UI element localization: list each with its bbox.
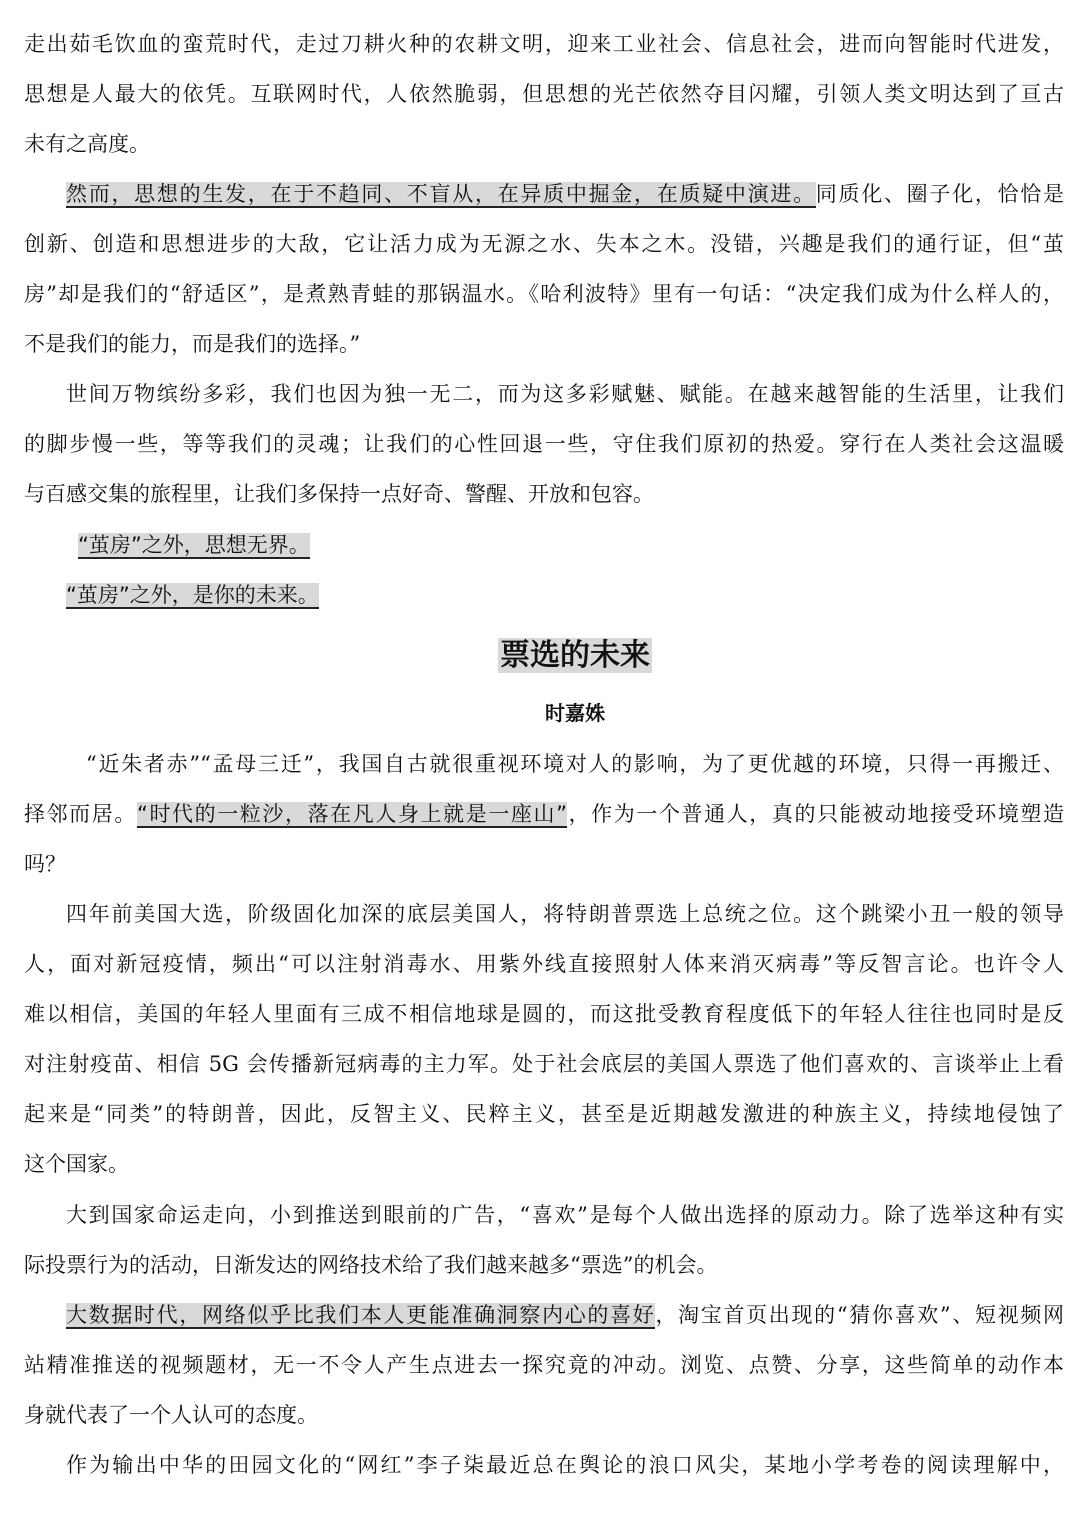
slogan-line [66, 577, 319, 613]
paragraph-line: 作为输出中华的田园文化的“网红”李子柒最近总在舆论的浪口风尖，某地小学考卷的阅读理解中， [66, 1453, 1064, 1477]
paragraph-line: 起来是“同类”的特朗普，因此，反智主义、民粹主义，甚至是近期越发激进的种族主义，持续地侵蚀了 [24, 1102, 1064, 1126]
paragraph-line: 创新、创造和思想进步的大敌，它让活力成为无源之水、失本之木。没错，兴趣是我们的通行证，但“茧 [24, 232, 1064, 256]
paragraph-line [24, 796, 1064, 832]
paragraph-line: 难以相信，美国的年轻人里面有三成不相信地球是圆的，而这批受教育程度低下的年轻人往往也同时是反 [24, 1002, 1064, 1026]
article-author: 时嘉姝 [545, 701, 605, 725]
highlighted-sentence: 然而，思想的生发，在于不趋同、不盲从，在异质中掘金，在质疑中演进。 [66, 182, 816, 206]
paragraph-line: 未有之高度。 [24, 132, 150, 156]
paragraph-line: 身就代表了一个人认可的态度。 [24, 1403, 318, 1427]
highlighted-slogan: “茧房”之外，思想无界。 [78, 533, 310, 557]
paragraph-line: 房”却是我们的“舒适区”，是煮熟青蛙的那锅温水。《哈利波特》里有一句话：“决定我们成为什么样人的， [24, 282, 1064, 306]
paragraph-line: 人，面对新冠疫情，频出“可以注射消毒水、用紫外线直接照射人体来消灭病毒”等反智言论。也许令人 [24, 952, 1064, 976]
article-title [0, 634, 1080, 678]
paragraph-line: 的脚步慢一些，等等我们的灵魂；让我们的心性回退一些，守住我们原初的热爱。穿行在人类社会这温暖 [24, 432, 1064, 456]
highlighted-slogan: “茧房”之外，是你的未来。 [66, 583, 319, 607]
sentence-text: ，淘宝首页出现的“猜你喜欢”、短视频网 [655, 1303, 1064, 1327]
article-title-text: 票选的未来 [500, 638, 650, 673]
paragraph-line: 这个国家。 [24, 1152, 129, 1176]
paragraph-line: 大到国家命运走向，小到推送到眼前的广告，“喜欢”是每个人做出选择的原动力。除了选举这种有实 [66, 1203, 1064, 1227]
paragraph-line: 四年前美国大选，阶级固化加深的底层美国人，将特朗普票选上总统之位。这个跳梁小丑一般的领导 [66, 902, 1064, 926]
paragraph-line: “近朱者赤”“孟母三迁”，我国自古就很重视环境对人的影响，为了更优越的环境，只得一再搬迁、 [86, 752, 1064, 776]
highlighted-quote: “时代的一粒沙，落在凡人身上就是一座山” [136, 802, 567, 826]
paragraph-line: 际投票行为的活动，日渐发达的网络技术给了我们越来越多“票选”的机会。 [24, 1253, 718, 1277]
sentence-text: 择邻而居。 [24, 802, 137, 826]
slogan-line [78, 527, 310, 563]
highlighted-sentence: 大数据时代，网络似乎比我们本人更能准确洞察内心的喜好 [66, 1303, 656, 1327]
paragraph-line: 不是我们的能力，而是我们的选择。” [24, 332, 361, 356]
paragraph-line: 走出茹毛饮血的蛮荒时代，走过刀耕火种的农耕文明，迎来工业社会、信息社会，进而向智能时代进发， [24, 32, 1064, 56]
paragraph-line: 与百感交集的旅程里，让我们多保持一点好奇、警醒、开放和包容。 [24, 482, 654, 506]
sentence-text: 同质化、圈子化，恰恰是 [815, 182, 1065, 206]
paragraph-line: 站精准推送的视频题材，无一不令人产生点进去一探究竟的冲动。浏览、点赞、分享，这些简单的动作本 [24, 1353, 1064, 1377]
paragraph-line: 世间万物缤纷多彩，我们也因为独一无二，而为这多彩赋魅、赋能。在越来越智能的生活里，让我们 [66, 382, 1064, 406]
sentence-text: ，作为一个普通人，真的只能被动地接受环境塑造 [566, 802, 1065, 826]
paragraph-line [66, 176, 1064, 212]
paragraph-line: 思想是人最大的依凭。互联网时代，人依然脆弱，但思想的光芒依然夺目闪耀，引领人类文明达到了亘古 [24, 82, 1064, 106]
paragraph-line: 对注射疫苗、相信 5G 会传播新冠病毒的主力军。处于社会底层的美国人票选了他们喜欢的、言谈举止上看 [24, 1052, 1064, 1076]
paragraph-line: 吗？ [24, 852, 66, 876]
paragraph-line [66, 1297, 1064, 1333]
